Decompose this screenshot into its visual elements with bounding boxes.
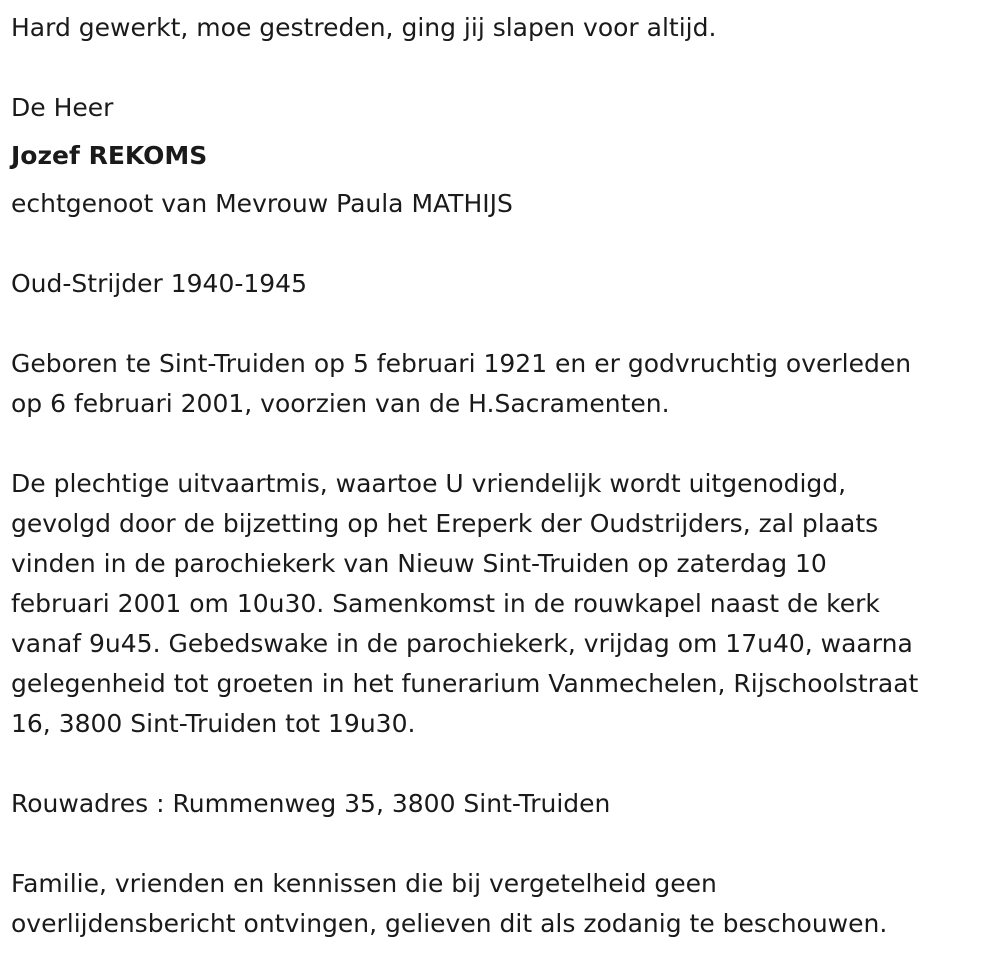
- paragraph-line: februari 2001 om 10u30. Samenkomst in de rouwkapel naast de kerk: [11, 589, 880, 618]
- spacer: [11, 304, 991, 344]
- paragraph-line: De plechtige uitvaartmis, waartoe U vriendelijk wordt uitgenodigd,: [11, 469, 847, 498]
- deceased-name: Jozef REKOMS: [11, 141, 208, 170]
- paragraph-line: vanaf 9u45. Gebedswake in de parochiekerk, vrijdag om 17u40, waarna: [11, 629, 913, 658]
- birth-death-paragraph: [11, 344, 991, 424]
- spacer: [11, 128, 991, 136]
- paragraph-line: overlijdensbericht ontvingen, gelieven dit als zodanig te beschouwen.: [11, 909, 888, 938]
- paragraph-line: Familie, vrienden en kennissen die bij vergetelheid geen: [11, 869, 717, 898]
- paragraph-line: gelegenheid tot groeten in het funerarium Vanmechelen, Rijschoolstraat: [11, 669, 919, 698]
- paragraph-line: vinden in de parochiekerk van Nieuw Sint-Truiden op zaterdag 10: [11, 549, 827, 578]
- spacer: [11, 176, 991, 184]
- salutation: De Heer: [11, 93, 114, 122]
- obituary-notice: [11, 8, 991, 944]
- funeral-paragraph: [11, 464, 991, 744]
- mourning-address: Rouwadres : Rummenweg 35, 3800 Sint-Truiden: [11, 789, 611, 818]
- opening-verse: Hard gewerkt, moe gestreden, ging jij slapen voor altijd.: [11, 13, 717, 42]
- spacer: [11, 744, 991, 784]
- closing-paragraph: [11, 864, 991, 944]
- veteran-line: Oud-Strijder 1940-1945: [11, 269, 307, 298]
- spouse-line: echtgenoot van Mevrouw Paula MATHIJS: [11, 189, 513, 218]
- spacer: [11, 824, 991, 864]
- spacer: [11, 424, 991, 464]
- paragraph-line: op 6 februari 2001, voorzien van de H.Sacramenten.: [11, 389, 670, 418]
- spacer: [11, 48, 991, 88]
- spacer: [11, 224, 991, 264]
- paragraph-line: Geboren te Sint-Truiden op 5 februari 1921 en er godvruchtig overleden: [11, 349, 912, 378]
- paragraph-line: gevolgd door de bijzetting op het Ereperk der Oudstrijders, zal plaats: [11, 509, 879, 538]
- paragraph-line: 16, 3800 Sint-Truiden tot 19u30.: [11, 709, 416, 738]
